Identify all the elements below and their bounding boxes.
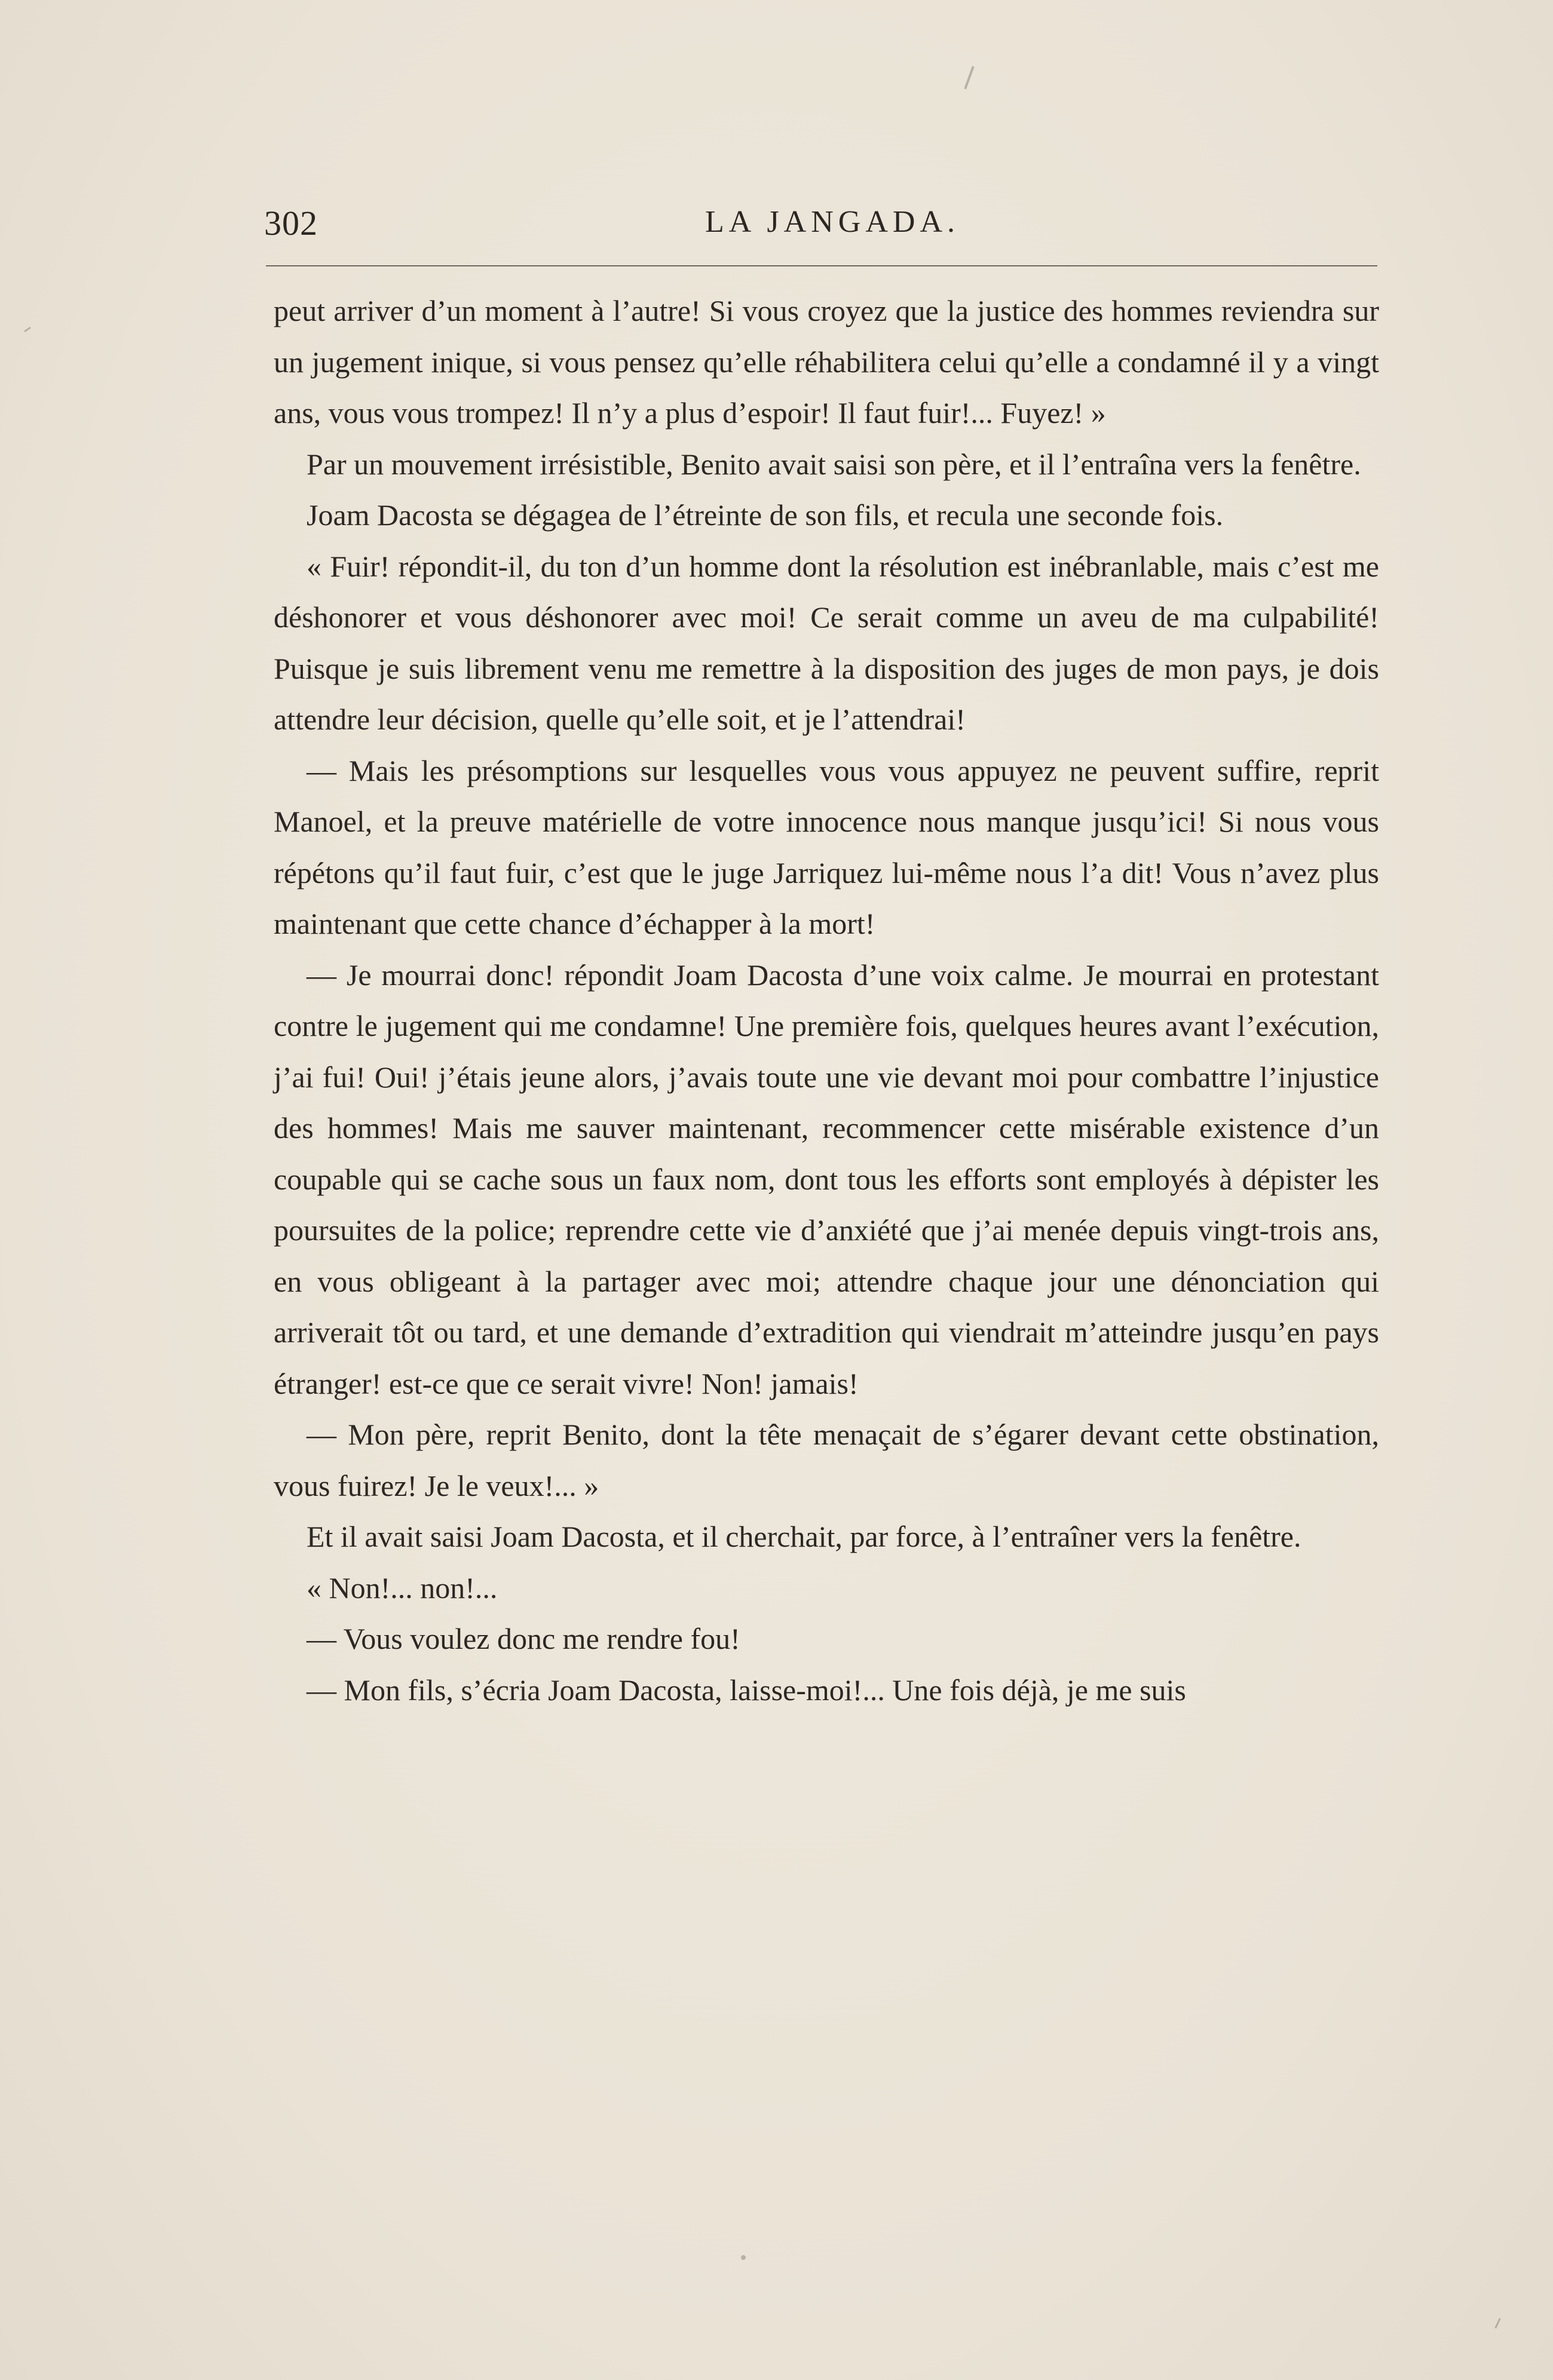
paragraph-8: Et il avait saisi Joam Dacosta, et il cherchait, par force, à l’entraîner vers la fenêtre. <box>307 1520 1301 1553</box>
paper-speck <box>24 327 31 332</box>
body-text <box>274 286 1379 1716</box>
paper-speck <box>1494 2318 1500 2329</box>
paragraph-6: — Je mourrai donc! répondit Joam Dacosta d’une voix calme. Je mourrai en protestant contre le jugement qui me condamne! Une première fois, quelques heures avant l’exécution, j’ai fui! Oui! j’étais jeune alors, j’avais toute une vie devant moi pour combattre l’injustice des hommes! Mais me sauver maintenant, recommencer cette misérable existence d’un coupable qui se cache sous un faux nom, dont tous les efforts sont employés à dépister les poursuites de la police; reprendre cette vie d’anxiété que j’ai menée depuis vingt-trois ans, en vous obligeant à la partager avec moi; attendre chaque jour une dénonciation qui arriverait tôt ou tard, et une demande d’extradition qui viendrait m’atteindre jusqu’en pays étranger! est-ce que ce serait vivre! Non! jamais! <box>274 958 1379 1400</box>
running-title: LA JANGADA. <box>705 205 960 239</box>
paragraph-5: — Mais les présomptions sur lesquelles vous vous appuyez ne peuvent suffire, reprit Manoel, et la preuve matérielle de votre innocence nous manque jusqu’ici! Si nous vous répétons qu’il faut fuir, c’est que le juge Jarriquez lui-même nous l’a dit! Vous n’avez plus maintenant que cette chance d’échapper à la mort! <box>274 753 1379 940</box>
paragraph-10: — Vous voulez donc me rendre fou! <box>307 1622 740 1655</box>
paragraph-7: — Mon père, reprit Benito, dont la tête menaçait de s’égarer devant cette obstination, vous fuirez! Je le veux!... » <box>274 1418 1379 1502</box>
page-header <box>263 197 1398 257</box>
paragraph-3: Joam Dacosta se dégagea de l’étreinte de son fils, et recula une seconde fois. <box>307 498 1224 532</box>
paragraph-1: peut arriver d’un moment à l’autre! Si vous croyez que la justice des hommes reviendra sur un jugement inique, si vous pensez qu’elle réhabilitera celui qu’elle a condamné il y a vingt ans, vous vous trompez! Il n’y a plus d’espoir! Il faut fuir!... Fuyez! » <box>274 294 1379 430</box>
paragraph-2: Par un mouvement irrésistible, Benito avait saisi son père, et il l’entraîna vers la fenêtre. <box>307 447 1361 481</box>
paragraph-9: « Non!... non!... <box>307 1571 498 1605</box>
paragraph-11: — Mon fils, s’écria Joam Dacosta, laisse-moi!... Une fois déjà, je me suis <box>307 1673 1186 1707</box>
paragraph-4: « Fuir! répondit-il, du ton d’un homme dont la résolution est inébranlable, mais c’est me déshonorer et vous déshonorer avec moi! Ce serait comme un aveu de ma culpabilité! Puisque je suis librement venu me remettre à la disposition des juges de mon pays, je dois attendre leur décision, quelle qu’elle soit, et je l’attendrai! <box>274 549 1379 736</box>
paper-speck <box>964 66 974 90</box>
header-rule <box>266 265 1377 266</box>
paper-speck <box>741 2255 746 2260</box>
page-number: 302 <box>264 204 318 243</box>
